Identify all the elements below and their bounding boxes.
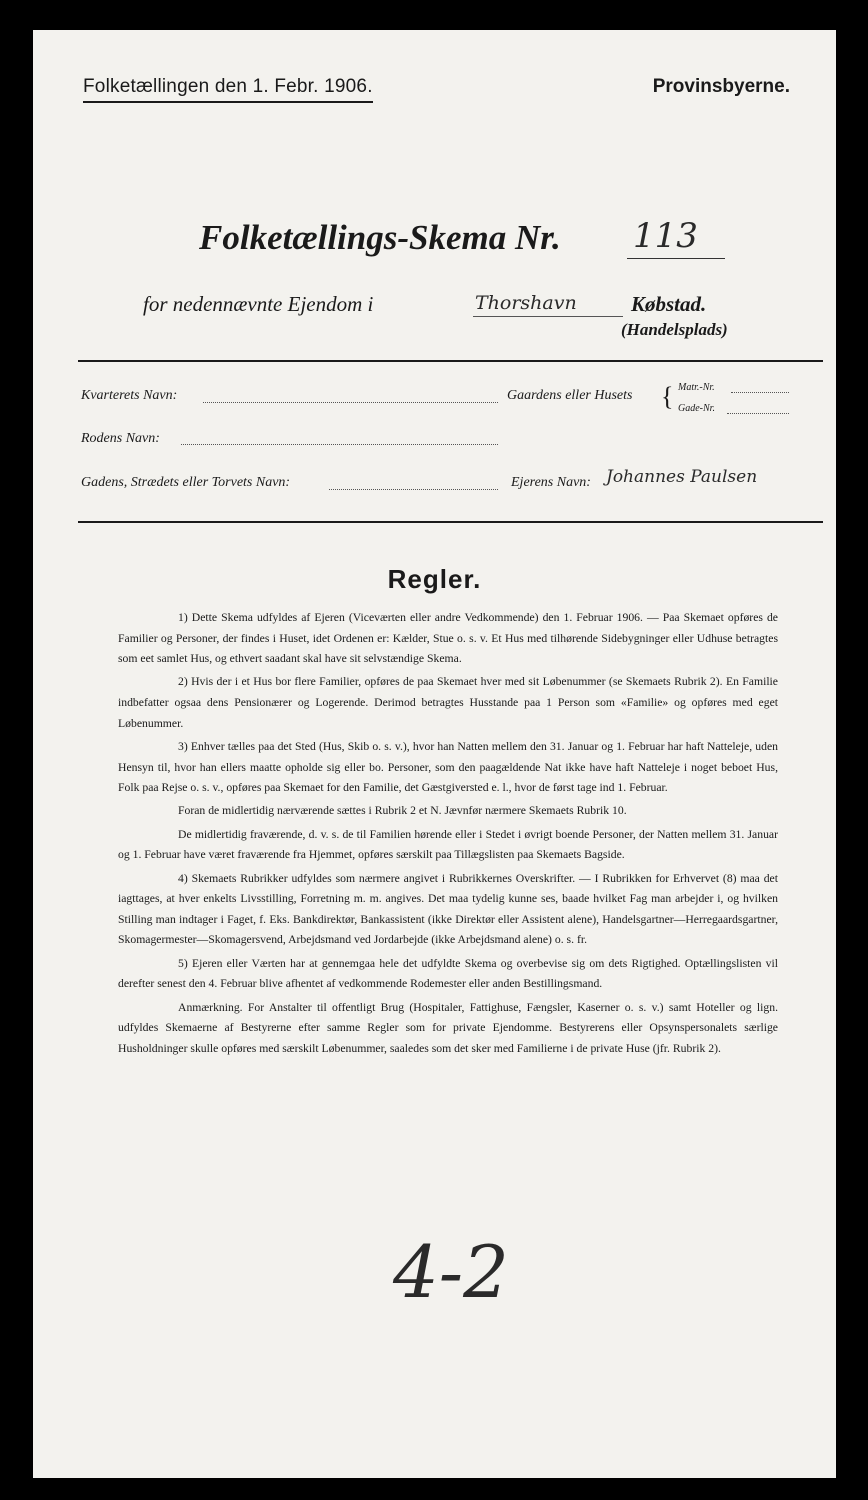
region-label: Provinsbyerne.: [652, 76, 790, 97]
header-underline: [83, 101, 373, 103]
form-subtitle: for nedennævnte Ejendom i: [143, 292, 374, 316]
kvarter-line: [203, 402, 498, 403]
skema-number-line: [627, 258, 725, 259]
handelsplads-label: (Handelsplads): [621, 320, 728, 339]
kobstad-label: Købstad.: [631, 292, 707, 316]
census-form-page: [33, 30, 836, 1478]
brace-symbol: {: [661, 382, 674, 411]
rule-3: 3) Enhver tælles paa det Sted (Hus, Skib o. s. v.), hvor han Natten mellem den 31. Januar og 1. Februar har haft Natteleje, uden Hensyn til, hvor han ellers maatte opholde sig eller bo. Personer, som den paagældende Nat ikke have haft Natteleje i noget beboet Hus, Folk paa Rejse o. s. v., opføres paa Skemaet for den Familie, det Gæstgiversted e. l., hvor de først tage ind 1. Februar.: [118, 739, 778, 795]
rule-2: 2) Hvis der i et Hus bor flere Familier, opføres de paa Skemaet hver med sit Løbenummer (se Skemaets Rubrik 2). En Familie indbefatter ogsaa dens Pensionærer og Logerende. Derimod betragtes Husstande paa 1 Person som «Familie» og opføres med eget Løbenummer.: [118, 675, 778, 730]
roden-line: [181, 444, 498, 445]
rules-heading: Regler.: [387, 564, 482, 594]
rule-3c: De midlertidig fraværende, d. v. s. de til Familien hørende eller i Stedet i øvrigt boende Personer, der Natten mellem 31. Januar og 1. Februar have været fraværende fra Hjemmet, opføres særskilt paa Tillægslisten paa Skemaets Bagside.: [118, 827, 778, 862]
gade-label: Gadens, Strædets eller Torvets Navn:: [81, 475, 291, 490]
gade-nr-line: [727, 413, 789, 414]
ejer-label: Ejerens Navn:: [511, 475, 591, 490]
rules-body: [118, 608, 778, 1062]
gade-line: [329, 489, 498, 490]
census-header-title: Folketællingen den 1. Febr. 1906.: [83, 76, 373, 98]
place-line: [473, 316, 623, 317]
roden-label: Rodens Navn:: [81, 431, 160, 446]
rule-4: 4) Skemaets Rubrikker udfyldes som nærmere angivet i Rubrikkernes Overskrifter. — I Rubrikken for Erhvervet (8) maa det iagttages, at hver enkelts Livsstilling, Forretning m. m. angives. Det maa tydelig kunne ses, baade hvilket Fag man arbejder i, og hvilken Stilling man indtager i Faget, f. Eks. Bankdirektør, Bankassistent (ikke Direktør eller Assistent alene), Handelsgartner—Herregaardsgartner, Skomagermester—Skomagersvend, Arbejdsmand ved Jordarbejde (ikke Arbejdsmand alene) o. s. fr.: [118, 871, 778, 947]
top-divider: [78, 360, 823, 362]
kvarter-label: Kvarterets Navn:: [81, 388, 178, 403]
form-title: Folketællings-Skema Nr.: [199, 218, 561, 257]
rule-3b: Foran de midlertidig nærværende sættes i Rubrik 2 et N. Jævnfør nærmere Skemaets Rubrik 10.: [178, 804, 627, 818]
matr-nr-line: [731, 392, 789, 393]
handwritten-page-number: 4-2: [393, 1230, 509, 1314]
matr-nr-label: Matr.-Nr.: [678, 382, 715, 393]
remark: Anmærkning. For Anstalter til offentligt Brug (Hospitaler, Fattighuse, Fængsler, Kaserner o. s. v.) samt Hoteller og lign. udfyldes Skemaerne af Bestyrerne efter samme Regler som for private Ejendomme. Bestyrerens eller Opsynspersonalets særlige Husholdninger skulle opføres med særskilt Løbenummer, saaledes som det sker med Familierne i de private Huse (jfr. Rubrik 2).: [118, 1000, 778, 1055]
ejer-value-handwritten: Johannes Paulsen: [606, 467, 758, 487]
skema-number-handwritten: 113: [633, 216, 698, 256]
gaard-label: Gaardens eller Husets: [507, 388, 633, 403]
gade-nr-label: Gade-Nr.: [678, 403, 715, 414]
place-handwritten: Thorshavn: [475, 292, 577, 314]
rule-1: 1) Dette Skema udfyldes af Ejeren (Viceværten eller andre Vedkommende) den 1. Februar 1906. — Paa Skemaet opføres de Familier og Personer, der findes i Huset, idet Ordenen er: Kælder, Stue o. s. v. Et Hus med tilhørende Sidebygninger eller Udhuse betragtes som eet samlet Hus, og ethvert saadant skal have sit selvstændige Skema.: [118, 611, 778, 666]
bottom-divider: [78, 521, 823, 523]
rule-5: 5) Ejeren eller Værten har at gennemgaa hele det udfyldte Skema og overbevise sig om dets Rigtighed. Optællingslisten vil derefter senest den 4. Februar blive afhentet af vedkommende Rodemester eller anden Bestillingsmand.: [118, 956, 778, 991]
